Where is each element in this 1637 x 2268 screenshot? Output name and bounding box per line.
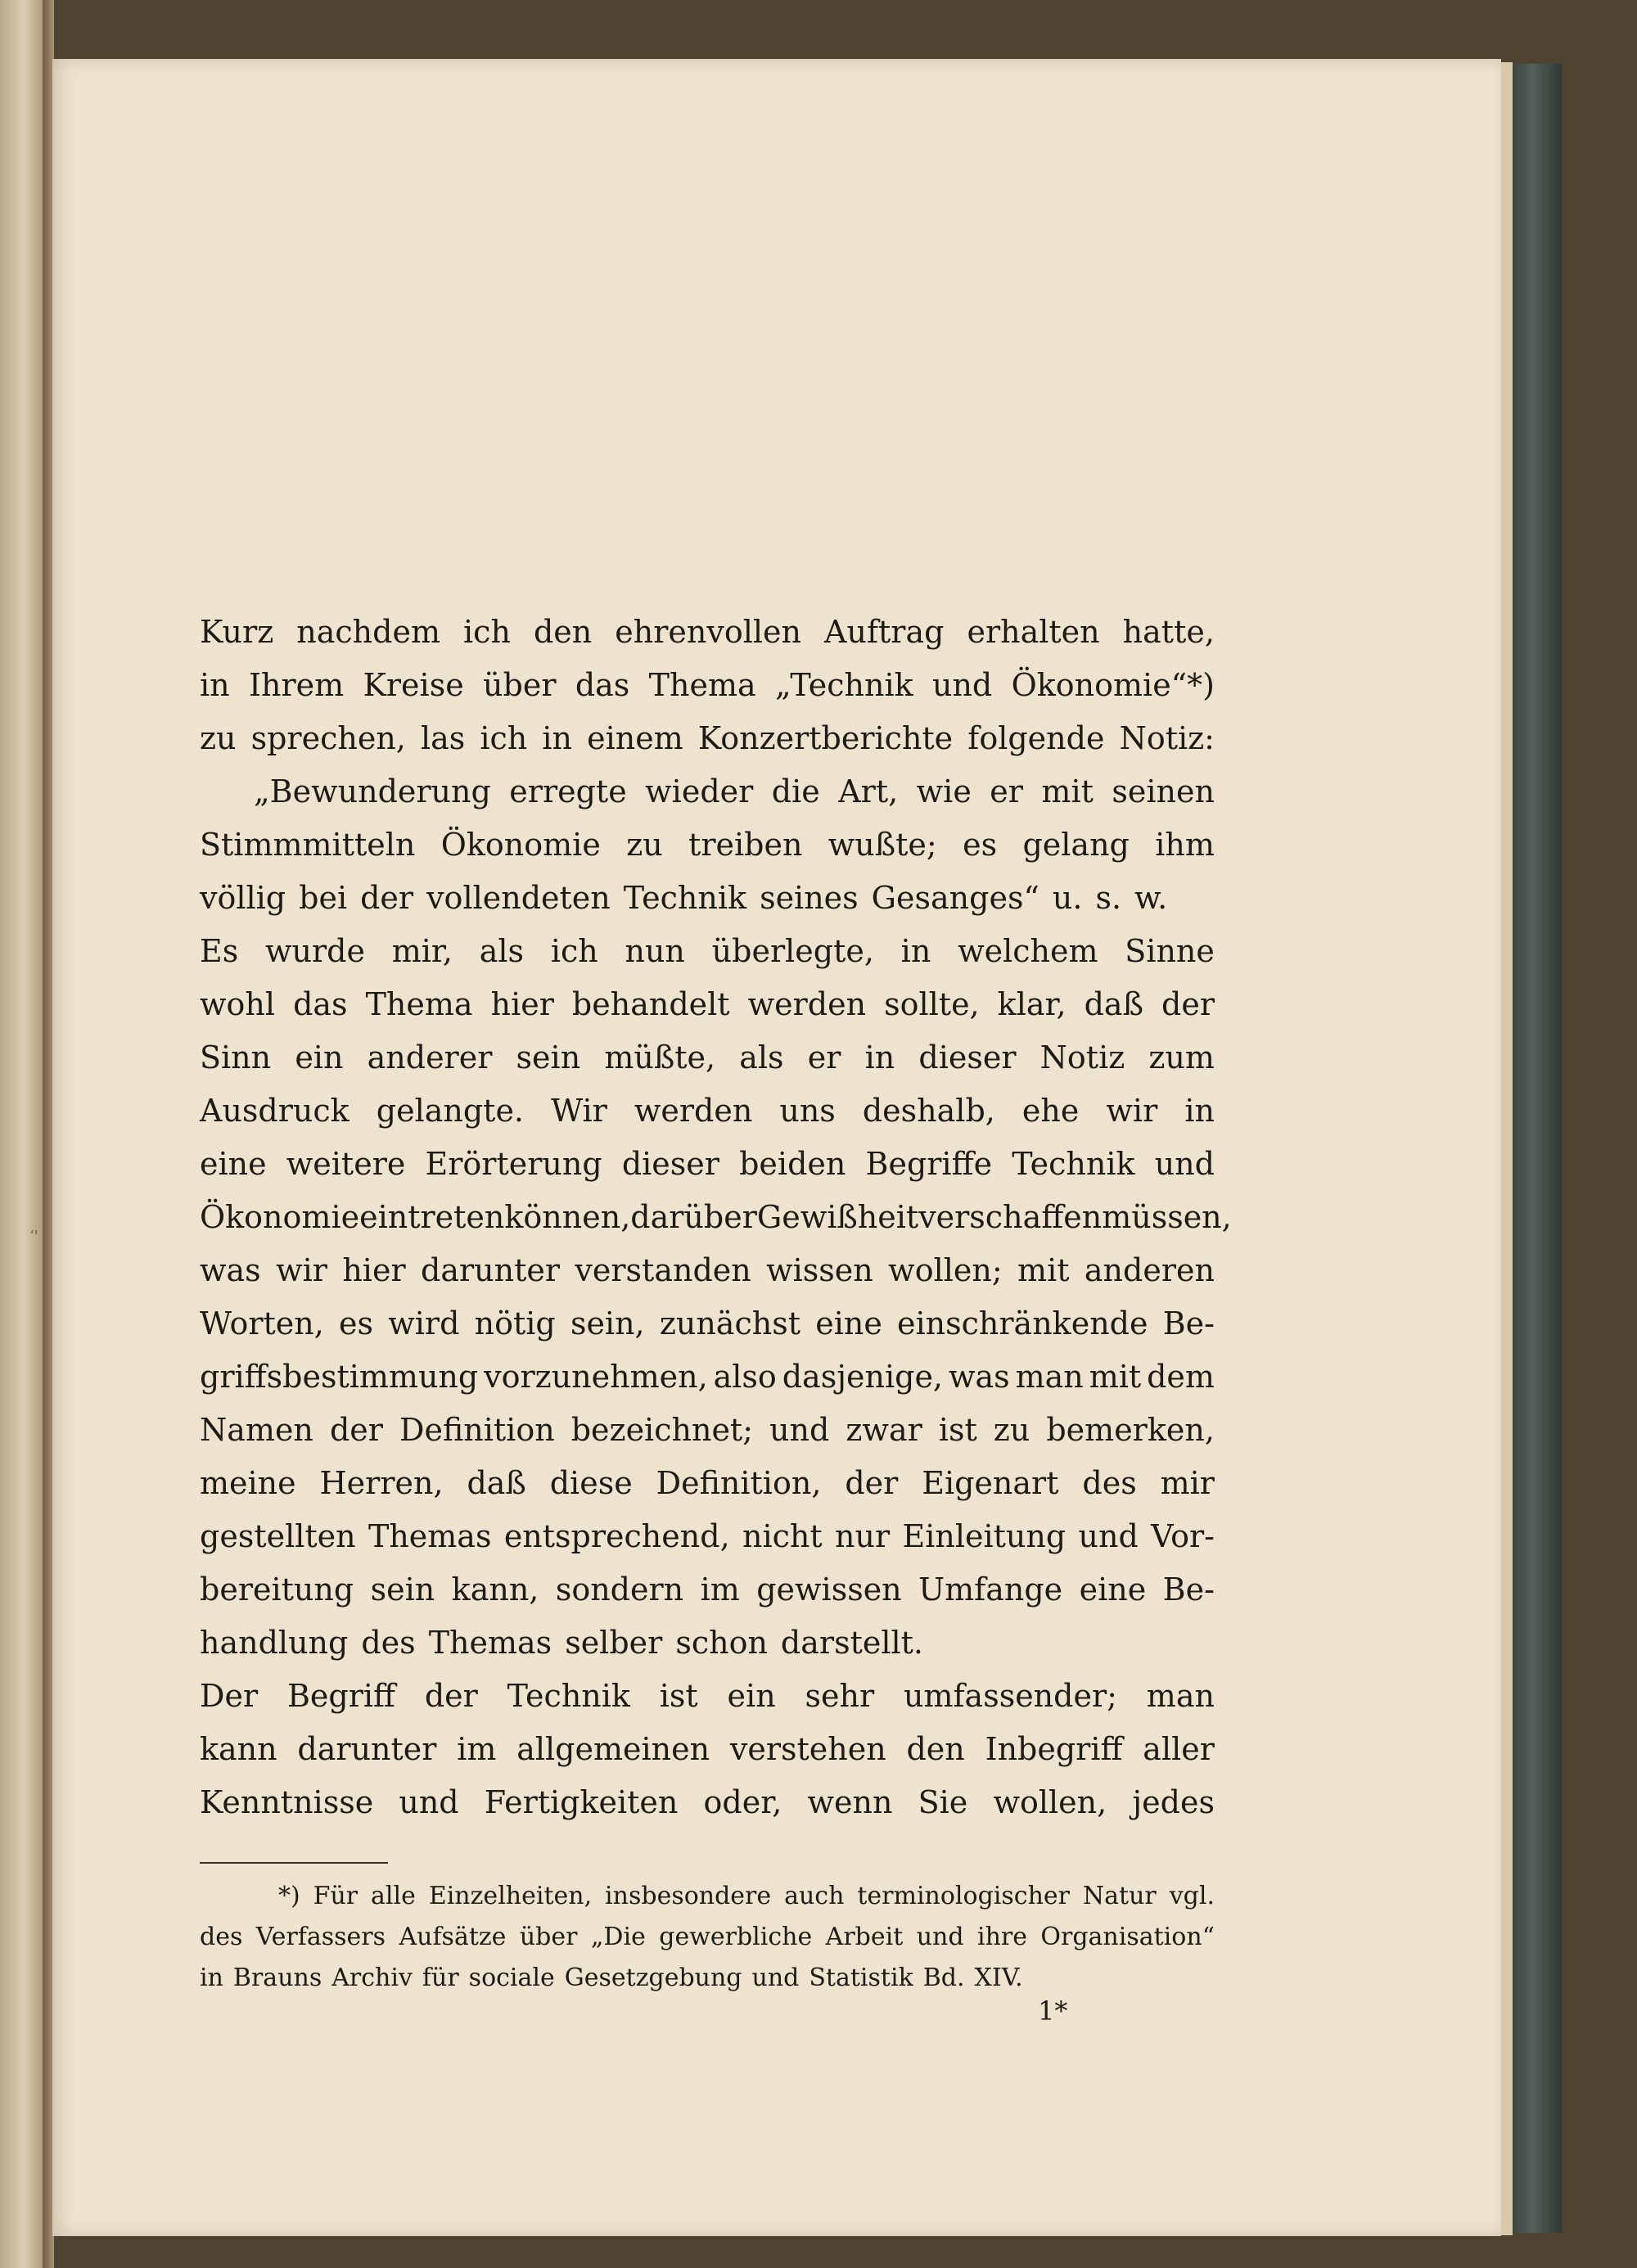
text-line: [200, 1563, 1215, 1616]
word: der: [1161, 986, 1215, 1022]
text-line: [200, 1457, 1215, 1510]
word: wissen: [766, 1252, 873, 1288]
word: werden: [747, 986, 867, 1022]
footnote-rule: [200, 1862, 388, 1864]
word: wußte;: [828, 827, 937, 863]
word: welchem: [958, 933, 1098, 969]
word: oder,: [703, 1784, 782, 1820]
text-line: [200, 1244, 1215, 1297]
word: bemerken,: [1046, 1412, 1215, 1448]
word: nun: [625, 933, 685, 969]
word: Es: [200, 933, 239, 969]
word: wir: [276, 1252, 327, 1288]
word: Konzertberichte: [697, 720, 954, 756]
word: Herren,: [319, 1465, 444, 1501]
word: zwar: [846, 1412, 922, 1448]
text-line: [200, 659, 1215, 712]
word: Aufsätze: [399, 1923, 507, 1951]
word: Be-: [1162, 1571, 1215, 1607]
word: wir: [1106, 1093, 1158, 1129]
word: sein: [370, 1571, 435, 1607]
word: folgende: [967, 720, 1105, 756]
word: eine: [815, 1305, 882, 1341]
word: zunächst: [659, 1305, 800, 1341]
word: und: [916, 1923, 964, 1951]
word: zu: [993, 1412, 1030, 1448]
text-line: [200, 1138, 1215, 1191]
word: vorzunehmen,: [484, 1359, 708, 1395]
word: uns: [779, 1093, 836, 1129]
word: diese: [549, 1465, 633, 1501]
word: deshalb,: [862, 1093, 995, 1129]
word: allgemeinen: [516, 1731, 710, 1767]
word: anderer: [367, 1039, 493, 1075]
word: Stimmmitteln: [200, 827, 416, 863]
word: dieser: [918, 1039, 1017, 1075]
word: einschränkende: [897, 1305, 1148, 1341]
word: verstehen: [729, 1731, 886, 1767]
word: klar,: [997, 986, 1067, 1022]
word: er: [990, 773, 1023, 809]
word: darstellt.: [780, 1625, 923, 1661]
text-line: [200, 712, 1215, 765]
word: gewissen: [756, 1571, 902, 1607]
word: Ökonomie: [200, 1199, 360, 1235]
word: der: [845, 1465, 899, 1501]
word: Statistik: [809, 1964, 913, 1992]
word: meine: [200, 1465, 296, 1501]
word: Archiv: [331, 1964, 413, 1992]
word: kann: [200, 1731, 277, 1767]
word: Technik: [507, 1678, 630, 1714]
word: in: [200, 1964, 223, 1992]
word: ein: [295, 1039, 344, 1075]
word: Vor-: [1151, 1518, 1215, 1554]
word: dem: [1147, 1359, 1215, 1395]
text-line: [200, 1350, 1215, 1404]
word: dasjenige,: [782, 1359, 944, 1395]
word: ehe: [1021, 1093, 1080, 1129]
word: Eigenart: [922, 1465, 1059, 1501]
word: Kenntnisse: [200, 1784, 374, 1820]
word: der: [329, 1412, 383, 1448]
word: er: [807, 1039, 841, 1075]
word: Umfange: [918, 1571, 1063, 1607]
word: völlig: [200, 880, 286, 916]
word: Brauns: [232, 1964, 322, 1992]
word: wohl: [200, 986, 276, 1022]
facing-page-edge: [0, 0, 43, 2268]
word: Sinne: [1125, 933, 1215, 969]
word: bezeichnet;: [570, 1412, 754, 1448]
word: in: [864, 1039, 895, 1075]
word: in: [900, 933, 931, 969]
word: Ökonomie“*): [1011, 667, 1215, 703]
word: Der: [200, 1678, 259, 1714]
word: vollendeten: [426, 880, 611, 916]
word: gewerbliche: [659, 1923, 813, 1951]
word: es: [963, 827, 998, 863]
text-line: [200, 1510, 1215, 1563]
word: des: [200, 1923, 243, 1951]
word: Natur: [1082, 1882, 1157, 1910]
word: können,: [504, 1199, 631, 1235]
word: Arbeit: [825, 1923, 904, 1951]
word: darüber: [630, 1199, 757, 1235]
text-line: [200, 1670, 1215, 1723]
word: w.: [1134, 880, 1168, 916]
word: über: [483, 667, 557, 703]
word: verschaffen: [918, 1199, 1103, 1235]
word: kann,: [451, 1571, 539, 1607]
word: das: [293, 986, 348, 1022]
word: darunter: [297, 1731, 437, 1767]
margin-mark: ‘': [29, 1228, 38, 1245]
word: Begriffe: [865, 1146, 993, 1182]
text-line: [200, 925, 1215, 978]
word: müssen,: [1102, 1199, 1232, 1235]
word: sociale: [468, 1964, 555, 1992]
word: gelang: [1022, 827, 1130, 863]
word: seinen: [1112, 773, 1215, 809]
word: überlegte,: [711, 933, 874, 969]
word: werden: [634, 1093, 753, 1129]
word: sollte,: [884, 986, 980, 1022]
word: mit: [1017, 1252, 1070, 1288]
footnote-line: [200, 1917, 1215, 1958]
word: nur: [835, 1518, 891, 1554]
word: bereitung: [200, 1571, 354, 1607]
word: wollen;: [888, 1252, 1003, 1288]
word: Themas: [428, 1625, 552, 1661]
word: entsprechend,: [503, 1518, 730, 1554]
word: seines: [760, 880, 859, 916]
word: terminologischer: [857, 1882, 1070, 1910]
text-line: [200, 872, 1215, 925]
word: als: [739, 1039, 784, 1075]
word: treiben: [688, 827, 803, 863]
word: Themas: [368, 1518, 492, 1554]
word: Ökonomie: [440, 827, 601, 863]
word: ehrenvollen: [615, 614, 801, 650]
text-line: [200, 765, 1215, 818]
word: Fertigkeiten: [484, 1784, 679, 1820]
word: Wir: [551, 1093, 607, 1129]
word: selber: [565, 1625, 663, 1661]
word: darunter: [421, 1252, 561, 1288]
book-cover-edge: [1513, 64, 1562, 2233]
word: über: [519, 1923, 578, 1951]
word: es: [339, 1305, 374, 1341]
word: nötig: [474, 1305, 556, 1341]
word: ich: [550, 933, 598, 969]
word: s.: [1095, 880, 1122, 916]
word: handlung: [200, 1625, 349, 1661]
word: ein: [727, 1678, 776, 1714]
word: Bd.: [922, 1964, 965, 1992]
word: ist: [938, 1412, 977, 1448]
word: aller: [1143, 1731, 1215, 1767]
word: sprechen,: [250, 720, 406, 756]
word: XIV.: [974, 1964, 1023, 1992]
word: und: [1078, 1518, 1139, 1554]
word: verstanden: [575, 1252, 751, 1288]
word: umfassender;: [903, 1678, 1117, 1714]
word: „Bewunderung: [254, 773, 491, 809]
text-line: [200, 978, 1215, 1031]
word: mit: [1041, 773, 1094, 809]
word: Notiz:: [1119, 720, 1215, 756]
word: Auftrag: [824, 614, 945, 650]
text-line: [200, 606, 1215, 659]
word: des: [1082, 1465, 1137, 1501]
word: das: [575, 667, 630, 703]
word: müßte,: [604, 1039, 716, 1075]
word: dieser: [621, 1146, 719, 1182]
word: Gewißheit: [756, 1199, 919, 1235]
text-line: [200, 1031, 1215, 1084]
word: Ihrem: [248, 667, 345, 703]
word: wird: [388, 1305, 460, 1341]
word: den: [906, 1731, 965, 1767]
word: bei: [299, 880, 348, 916]
word: alle: [371, 1882, 416, 1910]
footnote-line: [200, 1958, 1215, 1999]
word: vgl.: [1169, 1882, 1215, 1910]
word: auch: [784, 1882, 845, 1910]
word: anderen: [1084, 1252, 1215, 1288]
word: einem: [587, 720, 683, 756]
word: beiden: [739, 1146, 846, 1182]
word: sein,: [570, 1305, 645, 1341]
word: der: [424, 1678, 478, 1714]
word: Einzelheiten,: [428, 1882, 593, 1910]
word: der: [360, 880, 414, 916]
word: Erörterung: [425, 1146, 602, 1182]
word: Ausdruck: [200, 1093, 349, 1129]
word: eine: [200, 1146, 267, 1182]
word: wieder: [645, 773, 754, 809]
word: jedes: [1132, 1784, 1215, 1820]
word: Begriff: [286, 1678, 396, 1714]
word: Definition,: [656, 1465, 822, 1501]
footnote: [200, 1876, 1215, 1999]
word: im: [700, 1571, 740, 1607]
word: Organisation“: [1040, 1923, 1215, 1951]
body-text: [200, 606, 1232, 1829]
word: weitere: [286, 1146, 406, 1182]
word: was: [948, 1359, 1010, 1395]
text-line: [200, 1776, 1215, 1829]
word: und: [1154, 1146, 1215, 1182]
word: Sie: [918, 1784, 968, 1820]
word: in: [542, 720, 573, 756]
text-line: [200, 1084, 1215, 1138]
word: Inbegriff: [985, 1731, 1123, 1767]
word: Sinn: [200, 1039, 272, 1075]
word: Kreise: [363, 667, 464, 703]
word: Kurz: [200, 614, 274, 650]
word: wie: [916, 773, 972, 809]
word: erregte: [509, 773, 627, 809]
word: Einleitung: [902, 1518, 1067, 1554]
word: Definition: [399, 1412, 555, 1448]
word: die: [771, 773, 820, 809]
word: Be-: [1162, 1305, 1215, 1341]
word: und: [931, 667, 993, 703]
word: und: [769, 1412, 830, 1448]
word: ist: [659, 1678, 698, 1714]
word: las: [420, 720, 466, 756]
word: man: [1015, 1359, 1084, 1395]
word: des: [361, 1625, 416, 1661]
word: behandelt: [571, 986, 730, 1022]
word: Gesetzgebung: [564, 1964, 742, 1992]
word: „Die: [590, 1923, 646, 1951]
word: insbesondere: [605, 1882, 772, 1910]
word: *): [278, 1882, 300, 1910]
word: Technik: [623, 880, 747, 916]
word: ihre: [976, 1923, 1027, 1951]
word: Thema: [365, 986, 473, 1022]
word: in: [200, 667, 230, 703]
word: eintreten: [359, 1199, 505, 1235]
word: zu: [626, 827, 663, 863]
text-line: [200, 1297, 1215, 1350]
word: ihm: [1155, 827, 1215, 863]
word: in: [1184, 1093, 1215, 1129]
word: Für: [313, 1882, 359, 1910]
word: mir: [1160, 1465, 1215, 1501]
word: sehr: [805, 1678, 875, 1714]
word: eine: [1079, 1571, 1147, 1607]
word: wollen,: [993, 1784, 1107, 1820]
word: Namen: [200, 1412, 313, 1448]
word: erhalten: [967, 614, 1100, 650]
word: nicht: [742, 1518, 823, 1554]
word: nachdem: [296, 614, 440, 650]
text-line: [200, 818, 1215, 872]
text-line: [200, 1616, 1215, 1670]
word: hier: [342, 1252, 406, 1288]
word: hatte,: [1122, 614, 1215, 650]
word: griffsbestimmung: [200, 1359, 479, 1395]
word: daß: [467, 1465, 526, 1501]
text-line: [200, 1723, 1215, 1776]
word: Worten,: [200, 1305, 324, 1341]
word: man: [1146, 1678, 1215, 1714]
word: Gesanges“: [871, 880, 1039, 916]
word: und: [399, 1784, 459, 1820]
word: den: [533, 614, 593, 650]
word: Verfassers: [255, 1923, 386, 1951]
text-line: [200, 1404, 1215, 1457]
word: für: [422, 1964, 459, 1992]
word: im: [457, 1731, 497, 1767]
word: gelangte.: [376, 1093, 525, 1129]
word: und: [751, 1964, 800, 1992]
word: schon: [675, 1625, 768, 1661]
word: ich: [480, 720, 528, 756]
word: zu: [200, 720, 237, 756]
word: Notiz: [1039, 1039, 1125, 1075]
word: was: [200, 1252, 261, 1288]
page-block-edge: [1501, 62, 1513, 2235]
word: Thema: [648, 667, 756, 703]
word: zum: [1148, 1039, 1215, 1075]
word: mit: [1089, 1359, 1142, 1395]
word: Art,: [838, 773, 899, 809]
word: sondern: [555, 1571, 684, 1607]
word: wenn: [807, 1784, 893, 1820]
text-line: [200, 1191, 1232, 1244]
word: Technik: [1012, 1146, 1135, 1182]
word: u.: [1052, 880, 1083, 916]
footnote-line: [200, 1876, 1215, 1917]
word: sein: [516, 1039, 581, 1075]
word: gestellten: [200, 1518, 356, 1554]
word: als: [479, 933, 525, 969]
signature-mark: 1*: [1038, 1995, 1068, 2027]
word: „Technik: [775, 667, 913, 703]
word: ich: [463, 614, 511, 650]
word: mir,: [391, 933, 453, 969]
word: daß: [1084, 986, 1143, 1022]
word: wurde: [265, 933, 365, 969]
word: hier: [490, 986, 554, 1022]
word: also: [713, 1359, 777, 1395]
